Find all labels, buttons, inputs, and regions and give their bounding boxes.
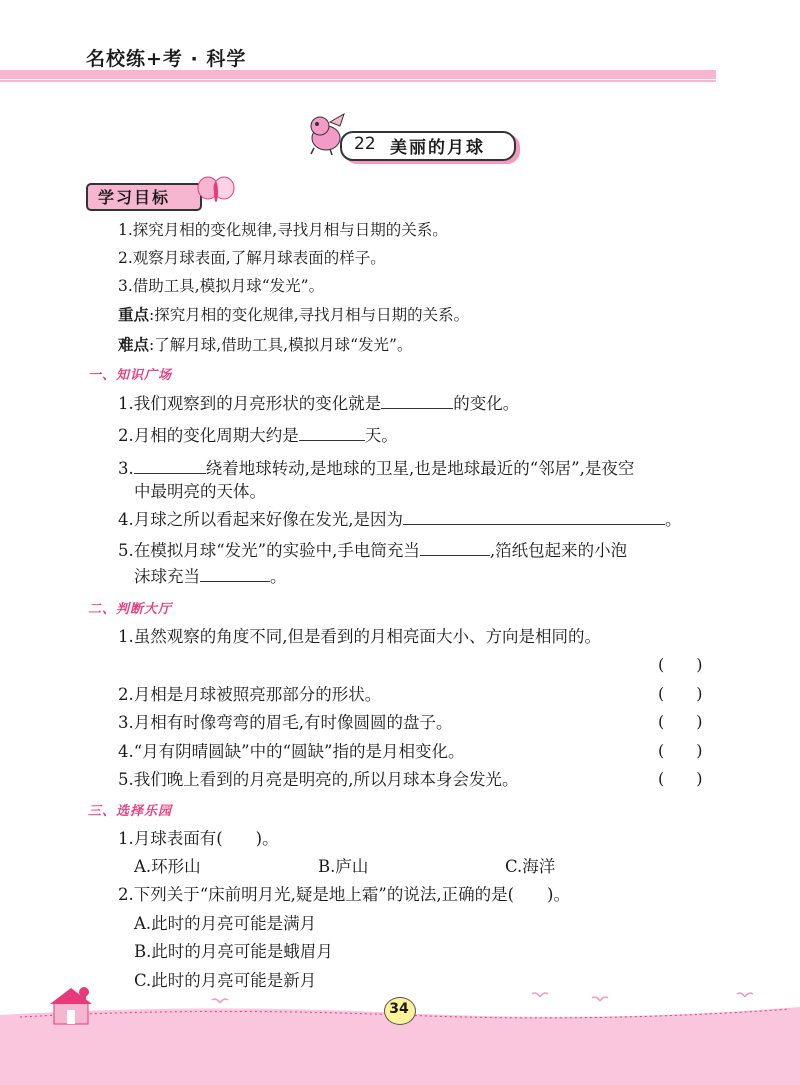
choice-question-1: 1.月球表面有( )。 [118,829,279,848]
s1-question-5 [118,537,627,561]
judge-item-3: 3.月相有时像弯弯的眉毛,有时像圆圆的盘子。 [118,713,453,732]
goal-item-3: 3.借助工具,模拟月球“发光”。 [118,277,325,295]
s1-q3-text-b: 绕着地球转动,是地球的卫星,也是地球最近的“邻居”,是夜空 [205,459,635,478]
s1-q1-text-a: 1.我们观察到的月亮形状的变化就是 [118,394,382,413]
goal-item-1: 1.探究月相的变化规律,寻找月相与日期的关系。 [118,221,448,239]
s1-q5-blank-1[interactable] [420,539,490,557]
section-1-title: 一、知识广场 [88,368,173,383]
s1-q5-text-b: ,箔纸包起来的小泡 [489,541,628,560]
judge-answer-3[interactable]: ( ) [658,712,703,731]
choice-q2-option-c[interactable]: C.此时的月亮可能是新月 [134,971,317,990]
difficulty-text: :了解月球,借助工具,模拟月球“发光”。 [149,336,413,354]
section-3-title: 三、选择乐园 [88,804,173,819]
s1-q2-text-a: 2.月相的变化周期大约是 [118,426,299,445]
judge-answer-4[interactable]: ( ) [658,741,703,760]
goal-item-2: 2.观察月球表面,了解月球表面的样子。 [118,249,386,267]
s1-question-3 [118,455,634,479]
judge-answer-5[interactable]: ( ) [658,769,703,788]
key-text: :探究月相的变化规律,寻找月相与日期的关系。 [149,306,470,324]
s1-q5-text-a: 5.在模拟月球“发光”的实验中,手电筒充当 [118,541,420,560]
judge-answer-1[interactable]: ( ) [658,655,703,674]
choice-q2-option-b[interactable]: B.此时的月亮可能是蛾眉月 [134,942,333,961]
page-number: 34 [389,1001,409,1017]
key-label: 重点 [118,306,150,324]
s1-question-2 [118,422,398,446]
s1-q4-blank[interactable] [403,508,665,526]
dragon-mascot-icon [300,108,350,158]
s1-q3-continuation: 中最明亮的天体。 [134,482,266,501]
choice-question-2: 2.下列关于“床前明月光,疑是地上霜”的说法,正确的是( )。 [118,885,570,904]
s1-q5-blank-2[interactable] [200,565,270,583]
difficulty-label: 难点 [118,336,150,354]
judge-item-1: 1.虽然观察的角度不同,但是看到的月相亮面大小、方向是相同的。 [118,627,601,646]
sprout-icons [212,993,753,1003]
s1-q2-blank[interactable] [299,424,365,442]
s1-q5-text-c: 沫球充当 [134,567,200,586]
s1-question-4 [118,506,682,530]
section-2-title: 二、判断大厅 [88,602,173,617]
s1-q1-blank[interactable] [381,392,453,410]
s1-question-1 [118,390,519,414]
judge-item-5: 5.我们晚上看到的月亮是明亮的,所以月球本身会发光。 [118,770,519,789]
house-icon [48,984,100,1028]
judge-answer-2[interactable]: ( ) [658,684,703,703]
s1-q4-text-b: 。 [665,510,682,529]
s1-q3-blank[interactable] [134,457,206,475]
header-divider-thin [0,80,716,82]
choice-q1-option-c[interactable]: C.海洋 [505,857,556,876]
choice-q2-option-a[interactable]: A.此时的月亮可能是满月 [134,914,317,933]
butterfly-icon [196,174,236,208]
s1-q1-text-b: 的变化。 [453,394,520,413]
judge-item-2: 2.月相是月球被照亮那部分的形状。 [118,685,382,704]
s1-q5-text-d: 。 [270,567,287,586]
choice-q1-option-a[interactable]: A.环形山 [134,857,201,876]
s1-q2-text-b: 天。 [364,426,398,445]
difficulty-point [118,333,412,355]
lesson-number: 22 [354,134,376,154]
s1-q5-continuation [134,563,287,587]
choice-q1-option-b[interactable]: B.庐山 [318,857,369,876]
header-divider [0,70,716,79]
book-title: 名校练+考 · 科学 [86,48,247,70]
key-point [118,303,469,325]
lesson-title: 美丽的月球 [390,138,485,158]
s1-q4-text-a: 4.月球之所以看起来好像在发光,是因为 [118,510,403,529]
judge-item-4: 4.“月有阴晴圆缺”中的“圆缺”指的是月相变化。 [118,742,465,761]
s1-q3-text-a: 3. [118,459,134,478]
goals-label: 学习目标 [98,188,171,207]
